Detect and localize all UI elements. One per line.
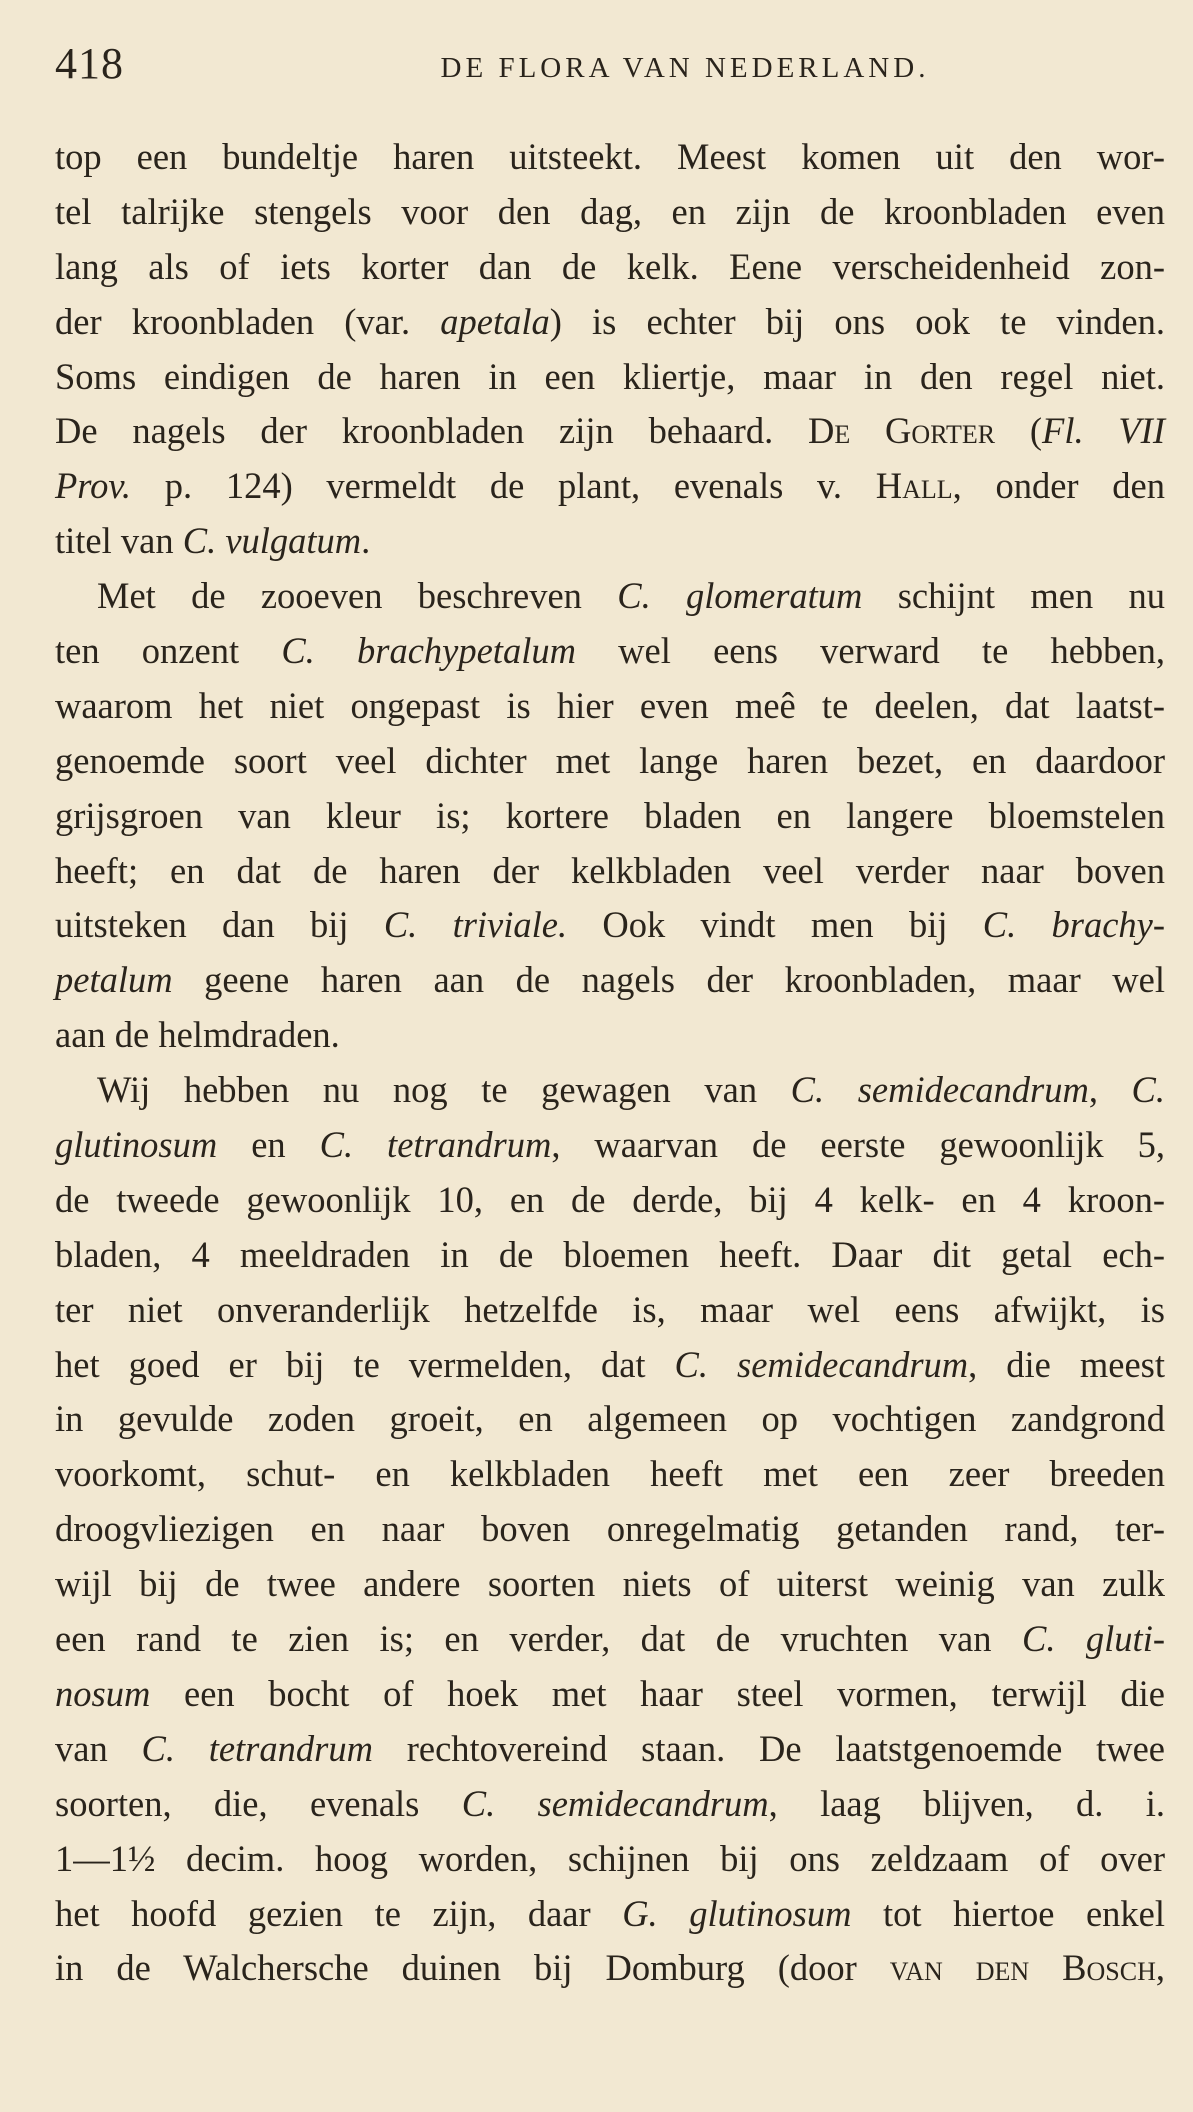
species-name: C. vulgatum (182, 520, 362, 562)
text-line-13: grijsgroen van kleur is; kortere bladen en langere bloemstelen (55, 794, 1165, 836)
text-line-14: heeft; en dat de haren der kelkbladen veel verder naar boven (55, 849, 1165, 891)
species-name: C. tetrandrum (319, 1124, 552, 1166)
species-name: C. semidecandrum (674, 1343, 969, 1385)
species-name: C. glomeratum (617, 575, 863, 617)
text-line-1: top een bundeltje haren uitsteekt. Meest komen uit den wor- (55, 136, 1165, 177)
text-line-22: ter niet onveranderlijk hetzelfde is, maar wel eens afwijkt, is (55, 1288, 1165, 1330)
text-line-19: glutinosum en C. tetrandrum, waarvan de eerste gewoonlijk 5, (55, 1124, 1165, 1166)
text-line-12: genoemde soort veel dichter met lange haren bezet, en daardoor (55, 739, 1165, 781)
text-line-16: petalum geene haren aan de nagels der kroonbladen, maar wel (55, 959, 1165, 1001)
body-text (55, 130, 1165, 1996)
text-line-33: het hoofd gezien te zijn, daar G. glutinosum tot hiertoe enkel (55, 1892, 1165, 1934)
text-line-20: de tweede gewoonlijk 10, en de derde, bij 4 kelk- en 4 kroon- (55, 1178, 1165, 1220)
species-name: C. semidecandrum (461, 1782, 769, 1824)
species-name: C. brachy- (982, 904, 1166, 946)
text-line-32: 1—1½ decim. hoog worden, schijnen bij ons zeldzaam of over (55, 1837, 1165, 1879)
text-line-4: der kroonbladen (var. apetala) is echter bij ons ook te vinden. (55, 300, 1165, 342)
species-name: C. triviale. (383, 904, 568, 946)
text-line-8: titel van C. vulgatum. (55, 520, 371, 562)
text-line-24: in gevulde zoden groeit, en algemeen op vochtigen zandgrond (55, 1398, 1165, 1440)
text-line-23: het goed er bij te vermelden, dat C. semidecandrum, die meest (55, 1343, 1165, 1385)
page-header (55, 38, 1165, 98)
text-line-5: Soms eindigen de haren in een kliertje, maar in den regel niet. (55, 355, 1165, 397)
text-line-30: van C. tetrandrum rechtovereind staan. De laatstgenoemde twee (55, 1727, 1165, 1769)
text-line-28: een rand te zien is; en verder, dat de vruchten van C. gluti- (55, 1618, 1165, 1660)
text-line-11: waarom het niet ongepast is hier even meê te deelen, dat laatst- (55, 684, 1165, 726)
running-head: DE FLORA VAN NEDERLAND. (440, 52, 930, 84)
text-line-26: droogvliezigen en naar boven onregelmatig getanden rand, ter- (55, 1508, 1165, 1550)
text-line-34: in de Walchersche duinen bij Domburg (door van den Bosch, (55, 1947, 1165, 1989)
species-name: C. brachypetalum (281, 630, 576, 672)
text-line-6: De nagels der kroonbladen zijn behaard. De Gorter (Fl. VII (55, 410, 1165, 452)
text-line-25: voorkomt, schut- en kelkbladen heeft met een zeer breeden (55, 1453, 1165, 1495)
author-name: De Gorter (808, 410, 996, 452)
text-line-3: lang als of iets korter dan de kelk. Eene verscheidenheid zon- (55, 245, 1165, 287)
species-name: glutinosum (55, 1124, 218, 1166)
text-line-21: bladen, 4 meeldraden in de bloemen heeft. Daar dit getal ech- (55, 1233, 1165, 1275)
text-line-2: tel talrijke stengels voor den dag, en zijn de kroonbladen even (55, 190, 1165, 232)
author-name: Hall (875, 465, 953, 507)
variety-name: apetala (440, 300, 550, 342)
text-line-31: soorten, die, evenals C. semidecandrum, laag blijven, d. i. (55, 1782, 1165, 1824)
text-line-10: ten onzent C. brachypetalum wel eens verward te hebben, (55, 630, 1166, 672)
text-line-17: aan de helmdraden. (55, 1014, 340, 1056)
species-name: C. gluti- (1021, 1618, 1165, 1660)
author-name: van den Bosch (889, 1947, 1156, 1989)
text-line-29: nosum een bocht of hoek met haar steel vormen, terwijl die (55, 1672, 1165, 1714)
species-name: C. semidecandrum (790, 1069, 1089, 1111)
page-number: 418 (55, 39, 124, 88)
text-line-15: uitsteken dan bij C. triviale. Ook vindt men bij C. brachy- (55, 904, 1166, 946)
text-line-9: Met de zooeven beschreven C. glomeratum schijnt men nu (97, 575, 1166, 617)
text-line-27: wijl bij de twee andere soorten niets of uiterst weinig van zulk (55, 1563, 1165, 1605)
species-name: G. glutinosum (622, 1892, 852, 1934)
species-name: C. tetrandrum (141, 1727, 373, 1769)
text-line-7: Prov. p. 124) vermeldt de plant, evenals v. Hall, onder den (55, 465, 1165, 507)
text-line-18: Wij hebben nu nog te gewagen van C. semidecandrum, C. (97, 1069, 1166, 1111)
